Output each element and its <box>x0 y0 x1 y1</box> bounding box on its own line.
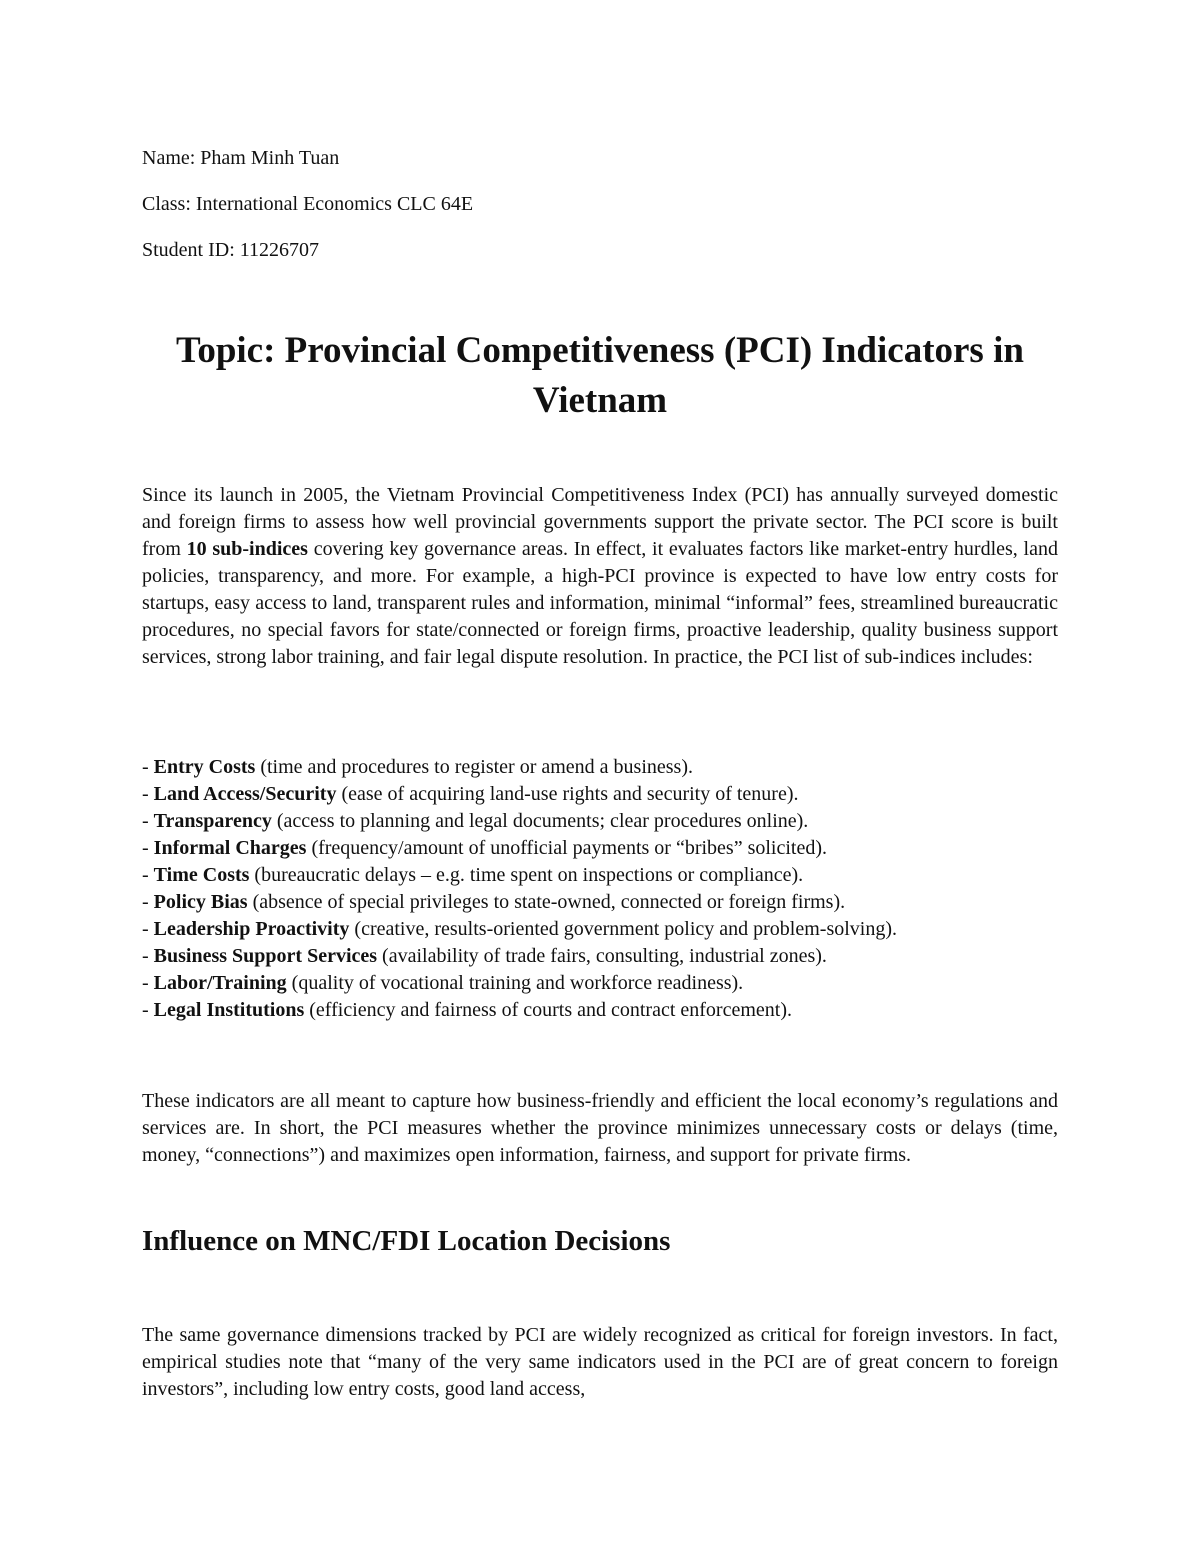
section-heading: Influence on MNC/FDI Location Decisions <box>142 1225 671 1257</box>
title-line-2: Vietnam <box>532 380 668 421</box>
list-item-desc: (ease of acquiring land-use rights and security of tenure). <box>336 783 799 805</box>
list-item-name: Policy Bias <box>153 891 248 913</box>
list-item-dash: - <box>142 810 154 832</box>
section-paragraph: The same governance dimensions tracked by PCI are widely recognized as critical for foreign investors. In fact, empirical studies note that “many of the very same indicators used in the PCI are of great concern to foreign investors”, including low entry costs, good land access, <box>142 1324 1058 1400</box>
list-item-desc: (access to planning and legal documents; clear procedures online). <box>271 810 809 832</box>
list-item-dash: - <box>142 999 154 1021</box>
list-item <box>142 889 1092 916</box>
list-item-name: Leadership Proactivity <box>153 918 350 940</box>
intro-bold-text: 10 sub-indices <box>186 538 308 560</box>
list-item-dash: - <box>142 837 154 859</box>
list-item-dash: - <box>142 864 154 886</box>
list-item <box>142 835 1092 862</box>
list-item-name: Land Access/Security <box>153 783 337 805</box>
intro-text-end: covering key governance areas. In effect, it evaluates factors like market-entry hurdles, land policies, transparency, and more. For example, a high-PCI province is expected to have low entry costs for startups, easy access to land, transparent rules and information, minimal “informal” fees, streamlined bureaucratic procedures, no special favors for state/connected or foreign firms, proactive leadership, quality business support services, strong labor training, and fair legal dispute resolution. In practice, the PCI list of sub-indices includes: <box>142 538 1058 668</box>
list-item-dash: - <box>142 891 154 913</box>
list-item <box>142 781 1092 808</box>
list-item <box>142 997 1092 1024</box>
student-name: Name: Pham Minh Tuan <box>142 147 340 169</box>
list-item-name: Time Costs <box>153 864 250 886</box>
list-item-desc: (availability of trade fairs, consulting, industrial zones). <box>377 945 827 967</box>
list-item <box>142 916 1092 943</box>
subindex-list <box>142 754 1092 1024</box>
student-id: Student ID: 11226707 <box>142 239 320 261</box>
list-item-desc: (efficiency and fairness of courts and contract enforcement). <box>304 999 792 1021</box>
list-item <box>142 862 1092 889</box>
list-item-name: Labor/Training <box>153 972 287 994</box>
list-item-desc: (quality of vocational training and workforce readiness). <box>286 972 744 994</box>
title-line-1: Topic: Provincial Competitiveness (PCI) Indicators in <box>176 330 1024 371</box>
list-item-name: Legal Institutions <box>153 999 305 1021</box>
list-item-dash: - <box>142 972 154 994</box>
list-item-desc: (absence of special privileges to state-owned, connected or foreign firms). <box>247 891 846 913</box>
list-item-name: Entry Costs <box>153 756 256 778</box>
list-item-desc: (frequency/amount of unofficial payments or “bribes” solicited). <box>306 837 828 859</box>
list-item <box>142 943 1092 970</box>
page-title <box>100 326 1100 426</box>
intro-paragraph <box>142 482 1058 671</box>
list-item-dash: - <box>142 945 154 967</box>
list-item-dash: - <box>142 783 154 805</box>
list-item-dash: - <box>142 918 154 940</box>
student-class: Class: International Economics CLC 64E <box>142 193 474 215</box>
list-item-name: Informal Charges <box>153 837 307 859</box>
list-item <box>142 754 1092 781</box>
list-item-desc: (bureaucratic delays – e.g. time spent on inspections or compliance). <box>249 864 804 886</box>
list-item <box>142 970 1092 997</box>
summary-paragraph: These indicators are all meant to capture how business-friendly and efficient the local economy’s regulations and services are. In short, the PCI measures whether the province minimizes unnecessary costs or delays (time, money, “connections”) and maximizes open information, fairness, and support for private firms. <box>142 1090 1058 1166</box>
intro-text-start: Since its launch in 2005, the Vietnam Provincial Competitiveness Index (PCI) has annually surveyed domestic and foreign firms to assess how well provincial governments support the private sector. The PCI score is built from <box>142 484 1058 560</box>
list-item <box>142 808 1092 835</box>
list-item-name: Business Support Services <box>153 945 378 967</box>
list-item-desc: (time and procedures to register or amend a business). <box>255 756 693 778</box>
list-item-name: Transparency <box>153 810 272 832</box>
list-item-dash: - <box>142 756 154 778</box>
list-item-desc: (creative, results-oriented government policy and problem-solving). <box>349 918 898 940</box>
